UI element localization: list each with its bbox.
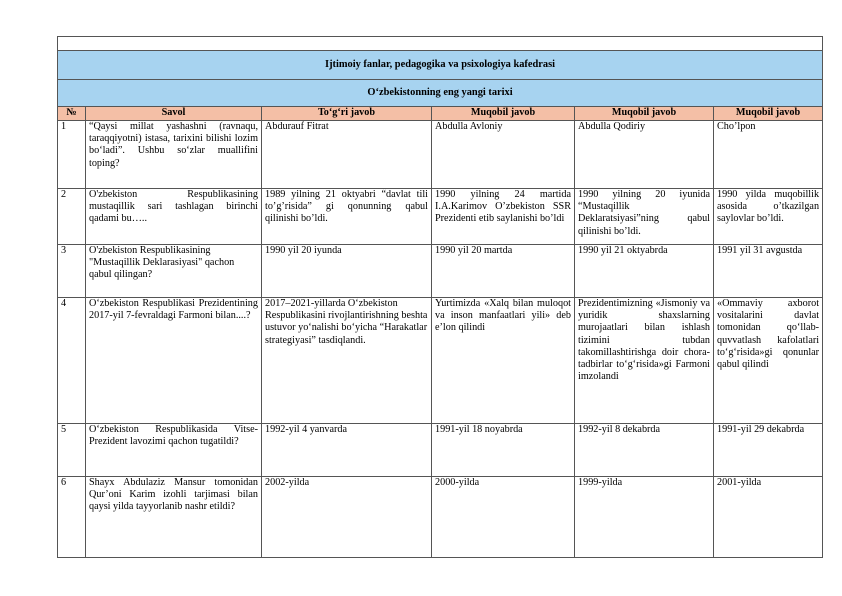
column-header-row [58,107,823,121]
column-header-alternative-1: Muqobil javob [432,107,575,121]
row-number: 3 [58,245,86,298]
department-banner [58,51,823,80]
question-cell: “Qaysi millat yashashni (ravnaqu, taraqqiyotni) istasa, tarixini bilishi lozim bo‘ladi”. Ushbu so‘zlar muallifini toping? [86,121,262,189]
alternative-answer-cell: 1991 yil 31 avgustda [714,245,823,298]
alternative-answer-cell: 1991-yil 18 noyabrda [432,424,575,477]
alternative-answer-cell: 1990 yilda muqobillik asosida o’tkazilgan saylovlar bo’ldi. [714,189,823,245]
correct-answer-cell: 1989 yilning 21 oktyabri “davlat tili to’g’risida” gi qonunning qabul qilinishi bo’ldi. [262,189,432,245]
row-number: 1 [58,121,86,189]
question-cell: O'zbekiston Respublikasining mustaqillik sari tashlagan birinchi qadami bu….. [86,189,262,245]
alternative-answer-cell: Abdulla Avloniy [432,121,575,189]
alternative-answer-cell: 1999-yilda [575,477,714,558]
column-header-alternative-3: Muqobil javob [714,107,823,121]
question-cell: O‘zbekiston Respublikasida Vitse-Prezident lavozimi qachon tugatildi? [86,424,262,477]
question-cell: O‘zbekiston Respublikasi Prezidentining 2017-yil 7-fevraldagi Farmoni bilan....? [86,298,262,424]
table-row [58,298,823,424]
correct-answer-cell: Abdurauf Fitrat [262,121,432,189]
alternative-answer-cell: Prezidentimizning «Jismoniy va yuridik shaxslarning murojaatlari bilan ishlash tizimini tubdan takomillashtirishga doir chora-tadbirlar to‘g‘risida»gi Farmoni imzolandi [575,298,714,424]
test-document [57,36,822,558]
alternative-answer-cell: 1990 yilning 20 iyunida “Mustaqillik Deklaratsiyasi”ning qabul qilinishi bo’ldi. [575,189,714,245]
department-title: Ijtimoiy fanlar, pedagogika va psixologiya kafedrasi [58,51,823,80]
blank-top-row [58,37,823,51]
subject-title: O‘zbekistonning eng yangi tarixi [58,80,823,107]
blank-cell [58,37,823,51]
table-row [58,477,823,558]
alternative-answer-cell: 2000-yilda [432,477,575,558]
alternative-answer-cell: 1990 yilning 24 martida I.A.Karimov O’zbekiston SSR Prezidenti etib saylanishi bo’ldi [432,189,575,245]
correct-answer-cell: 1992-yil 4 yanvarda [262,424,432,477]
subject-banner [58,80,823,107]
question-cell: Shayx Abdulaziz Mansur tomonidan Qur’oni Karim izohli tarjimasi bilan qaysi yilda tayyorlanib nashr etildi? [86,477,262,558]
column-header-number: № [58,107,86,121]
table-row [58,245,823,298]
table-row [58,121,823,189]
correct-answer-cell: 1990 yil 20 iyunda [262,245,432,298]
alternative-answer-cell: Abdulla Qodiriy [575,121,714,189]
column-header-alternative-2: Muqobil javob [575,107,714,121]
correct-answer-cell: 2017–2021-yillarda O‘zbekiston Respublikasini rivojlantirishning beshta ustuvor yo‘nalishi bo‘yicha “Harakatlar strategiyasi” tasdiqlandi. [262,298,432,424]
question-cell: O'zbekiston Respublikasining "Mustaqillik Deklarasiyasi" qachon qabul qilingan? [86,245,262,298]
alternative-answer-cell: 1992-yil 8 dekabrda [575,424,714,477]
correct-answer-cell: 2002-yilda [262,477,432,558]
table-row [58,189,823,245]
alternative-answer-cell: 1990 yil 21 oktyabrda [575,245,714,298]
question-table [57,36,823,558]
row-number: 4 [58,298,86,424]
row-number: 6 [58,477,86,558]
column-header-question: Savol [86,107,262,121]
alternative-answer-cell: «Ommaviy axborot vositalarini davlat tomonidan qo‘llab-quvvatlash kafolatlari to‘g‘risida»gi qonunlar qabul qilindi [714,298,823,424]
table-row [58,424,823,477]
alternative-answer-cell: Yurtimizda «Xalq bilan muloqot va inson manfaatlari yili» deb e’lon qilindi [432,298,575,424]
row-number: 5 [58,424,86,477]
row-number: 2 [58,189,86,245]
alternative-answer-cell: 2001-yilda [714,477,823,558]
column-header-correct-answer: To‘g‘ri javob [262,107,432,121]
alternative-answer-cell: 1990 yil 20 martda [432,245,575,298]
alternative-answer-cell: 1991-yil 29 dekabrda [714,424,823,477]
alternative-answer-cell: Cho’lpon [714,121,823,189]
